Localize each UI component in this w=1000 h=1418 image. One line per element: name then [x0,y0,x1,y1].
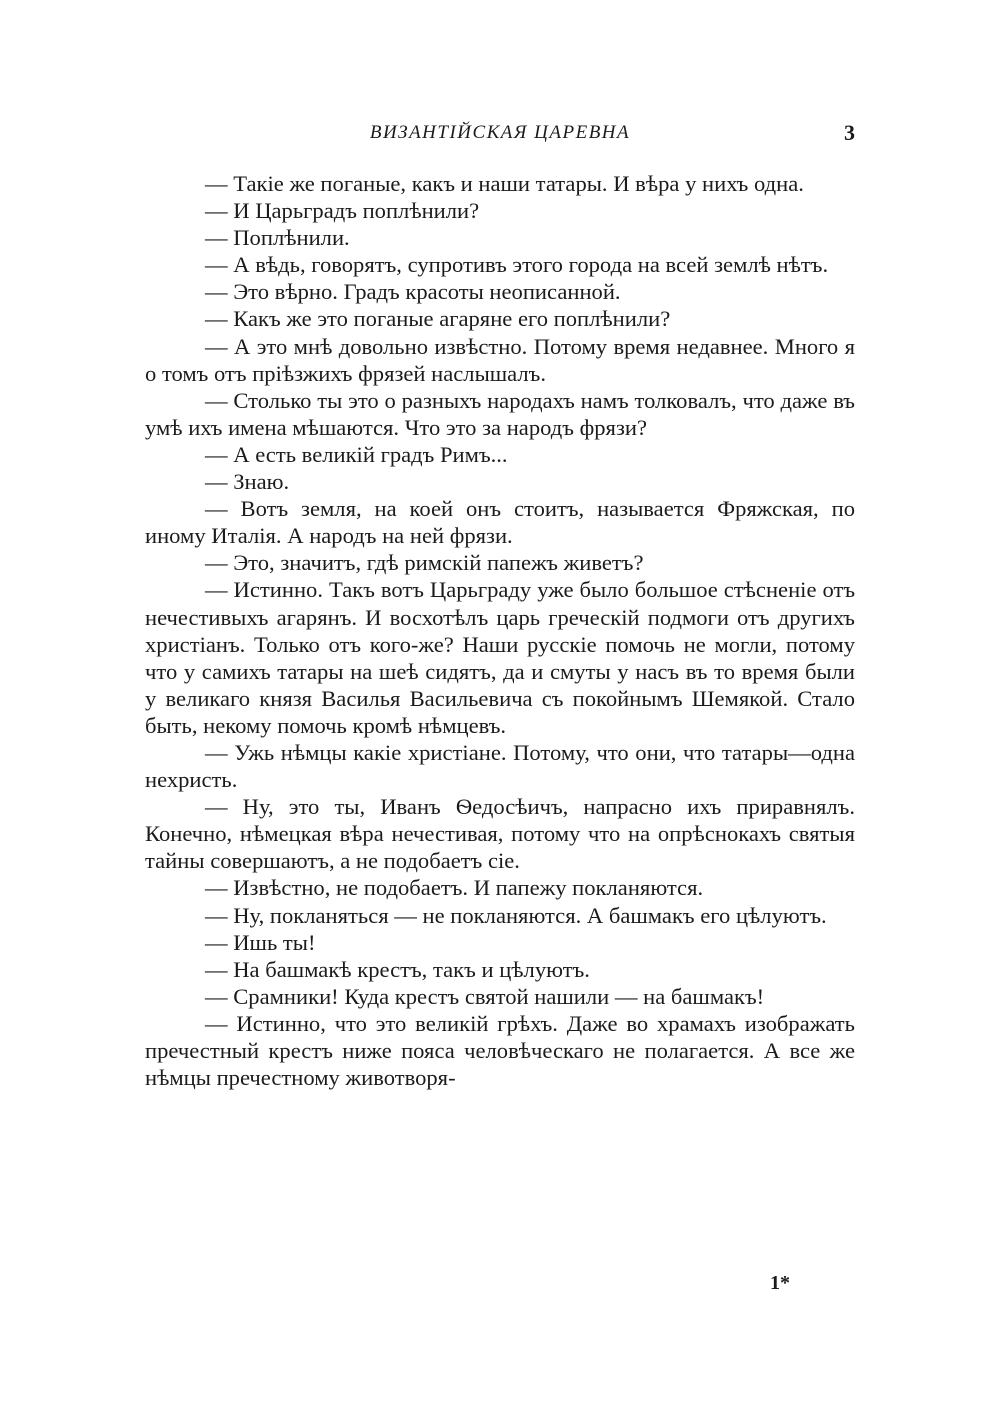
body-text [145,170,855,1091]
paragraph: — Это вѣрно. Градъ красоты неописанной. [205,279,621,305]
paragraph: — Истинно, что это великій грѣхъ. Даже во храмахъ изображать пречестный крестъ ниже пояса человѣческаго не полагается. А все же нѣмцы пречестному животворя- [145,1010,855,1091]
paragraph: — Знаю. [205,469,290,495]
paragraph: — Поплѣнили. [205,225,350,251]
page-header [145,120,855,154]
signature-mark: 1* [770,1272,790,1294]
paragraph: — На башмакѣ крестъ, такъ и цѣлуютъ. [205,956,590,982]
paragraph: — Извѣстно, не подобаетъ. И папежу покланяются. [205,875,704,901]
paragraph: — А это мнѣ довольно извѣстно. Потому время недавнее. Много я о томъ отъ пріѣзжихъ фрязей наслышалъ. [145,333,855,386]
paragraph: — Ужь нѣмцы какіе христіане. Потому, что они, что татары—одна нехристь. [145,739,855,793]
paragraph: — Это, значитъ, гдѣ римскій папежъ живетъ? [205,550,644,576]
paragraph: — А вѣдь, говорятъ, супротивъ этого города на всей землѣ нѣтъ. [205,252,829,278]
paragraph: — Срамники! Куда крестъ святой нашили — на башмакъ! [205,983,765,1009]
paragraph: — Столько ты это о разныхъ народахъ намъ толковалъ, что даже въ умѣ ихъ имена мѣшаются. Что это за народъ фрязи? [145,387,855,440]
paragraph: — А есть великій градъ Римъ... [205,441,508,467]
paragraph: — И Царьградъ поплѣнили? [205,198,480,224]
paragraph: — Ну, это ты, Иванъ Ѳедосѣичъ, напрасно ихъ приравнялъ. Конечно, нѣмецкая вѣра нечестивая, потому что на опрѣснокахъ святыя тайны совершаютъ, а не подобаетъ сіе. [145,794,855,874]
paragraph: — Такіе же поганые, какъ и наши татары. И вѣра у нихъ одна. [205,171,804,196]
paragraph: — Ну, покланяться — не покланяются. А башмакъ его цѣлуютъ. [205,902,827,928]
page-number: 3 [844,120,855,145]
paragraph: — Ишь ты! [205,929,316,955]
running-title: ВИЗАНТІЙСКАЯ ЦАРЕВНА [369,122,631,143]
paragraph: — Истинно. Такъ вотъ Царьграду уже было большое стѣсненіе отъ нечестивыхъ агарянъ. И восхотѣлъ царь греческій подмоги отъ другихъ христіанъ. Только отъ кого-же? Наши русскіе помочь не могли, потому что у самихъ татары на шеѣ сидятъ, да и смуты у насъ въ то время были у великаго князя Василья Васильевича съ покойнымъ Шемякой. Стало быть, некому помочь кромѣ нѣмцевъ. [145,577,855,738]
paragraph: — Вотъ земля, на коей онъ стоитъ, называется Фряжская, по иному Италія. А народъ на ней фрязи. [145,496,855,549]
paragraph: — Какъ же это поганые агаряне его поплѣнили? [205,306,671,332]
